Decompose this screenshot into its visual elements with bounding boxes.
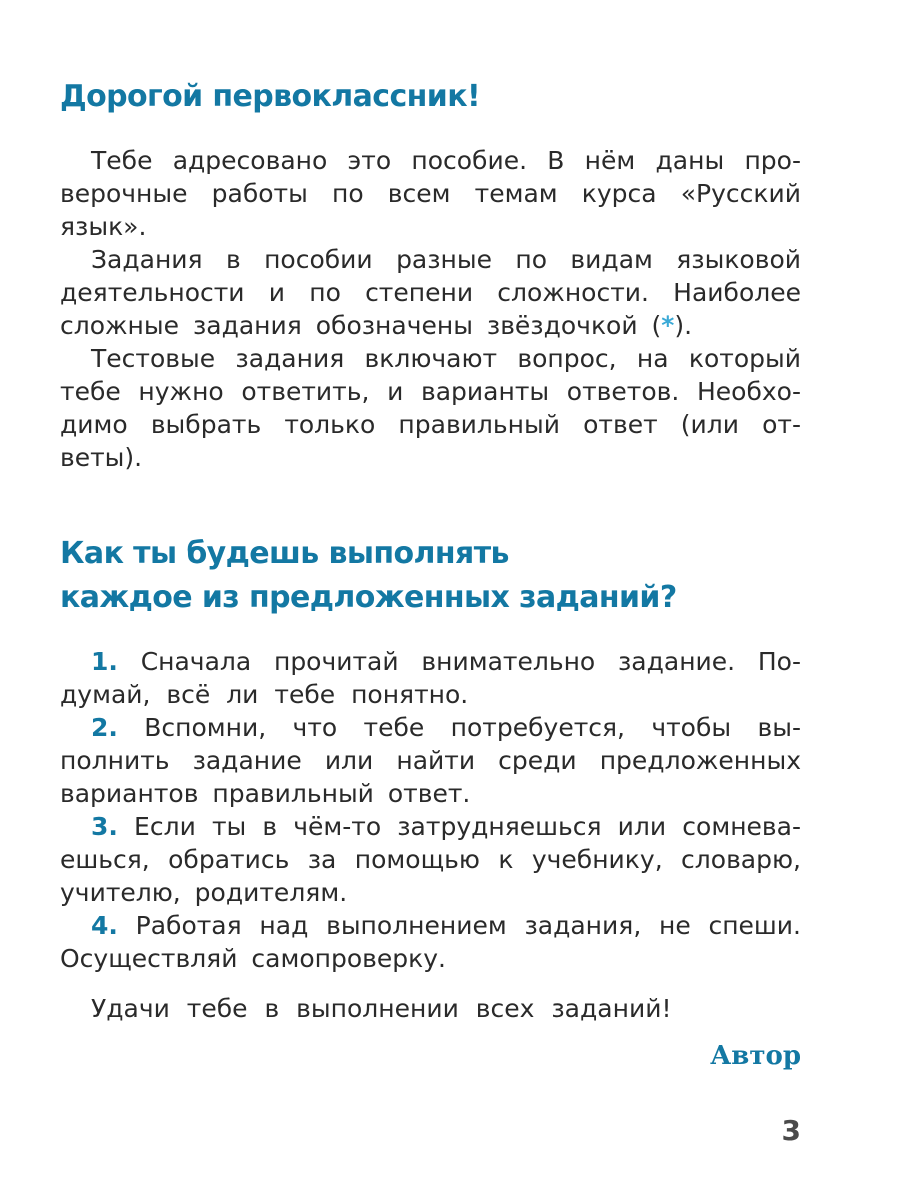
step-3-line3: учителю, родителям.	[60, 878, 348, 907]
intro-p3-line4: веты).	[60, 443, 143, 472]
step-1-line1	[91, 645, 801, 678]
intro-p3-line3: димо выбрать только правильный ответ (или от-	[60, 410, 801, 439]
step-3-number: 3.	[91, 812, 118, 841]
step-3-line2: ешься, обратись за помощью к учебнику, словарю,	[60, 845, 801, 874]
step-3-line1	[91, 810, 801, 843]
step-2-line1	[91, 711, 801, 744]
intro-p2-line3	[60, 309, 801, 342]
closing-wish: Удачи тебе в выполнении всех заданий!	[91, 994, 672, 1023]
intro-p2-line2: деятельности и по степени сложности. Наиболее	[60, 278, 801, 307]
intro-p2-line1: Задания в пособии разные по видам языковой	[91, 245, 801, 274]
intro-p1-line1: Тебе адресовано это пособие. В нём даны про-	[91, 146, 801, 175]
heading-how-to-line1: Как ты будешь выполнять	[60, 536, 509, 571]
step-1-number: 1.	[91, 647, 118, 676]
intro-p3-line1: Тестовые задания включают вопрос, на который	[91, 344, 801, 373]
step-2-number: 2.	[91, 713, 118, 742]
author-signature: Автор	[710, 1041, 801, 1071]
step-2-line2: полнить задание или найти среди предложенных	[60, 746, 801, 775]
intro-p1-line3: язык».	[60, 212, 147, 241]
step-2-text: Вспомни, что тебе потребуется, чтобы вы-	[144, 713, 801, 742]
intro-p3-line2: тебе нужно ответить, и варианты ответов. Необхо-	[60, 377, 801, 406]
step-1-line2: думай, всё ли тебе понятно.	[60, 680, 469, 709]
step-4-text: Работая над выполнением задания, не спеши.	[135, 911, 801, 940]
step-1-text: Сначала прочитай внимательно задание. По-	[140, 647, 802, 676]
asterisk-icon: *	[661, 311, 675, 340]
page-number: 3	[781, 1114, 801, 1147]
heading-how-to-line2: каждое из предложенных заданий?	[60, 580, 677, 615]
step-4-number: 4.	[91, 911, 118, 940]
step-4-line1	[91, 909, 801, 942]
intro-p2-line3-text: сложные задания обозначены звёздочкой (	[60, 311, 662, 340]
heading-dear-first-grader: Дорогой первоклассник!	[60, 79, 481, 114]
step-2-line3: вариантов правильный ответ.	[60, 779, 471, 808]
intro-p2-line3-end: ).	[674, 311, 693, 340]
step-4-line2: Осуществляй самопроверку.	[60, 944, 446, 973]
intro-p1-line2: верочные работы по всем темам курса «Русский	[60, 179, 801, 208]
step-3-text: Если ты в чём-то затрудняешься или сомнева-	[134, 812, 801, 841]
